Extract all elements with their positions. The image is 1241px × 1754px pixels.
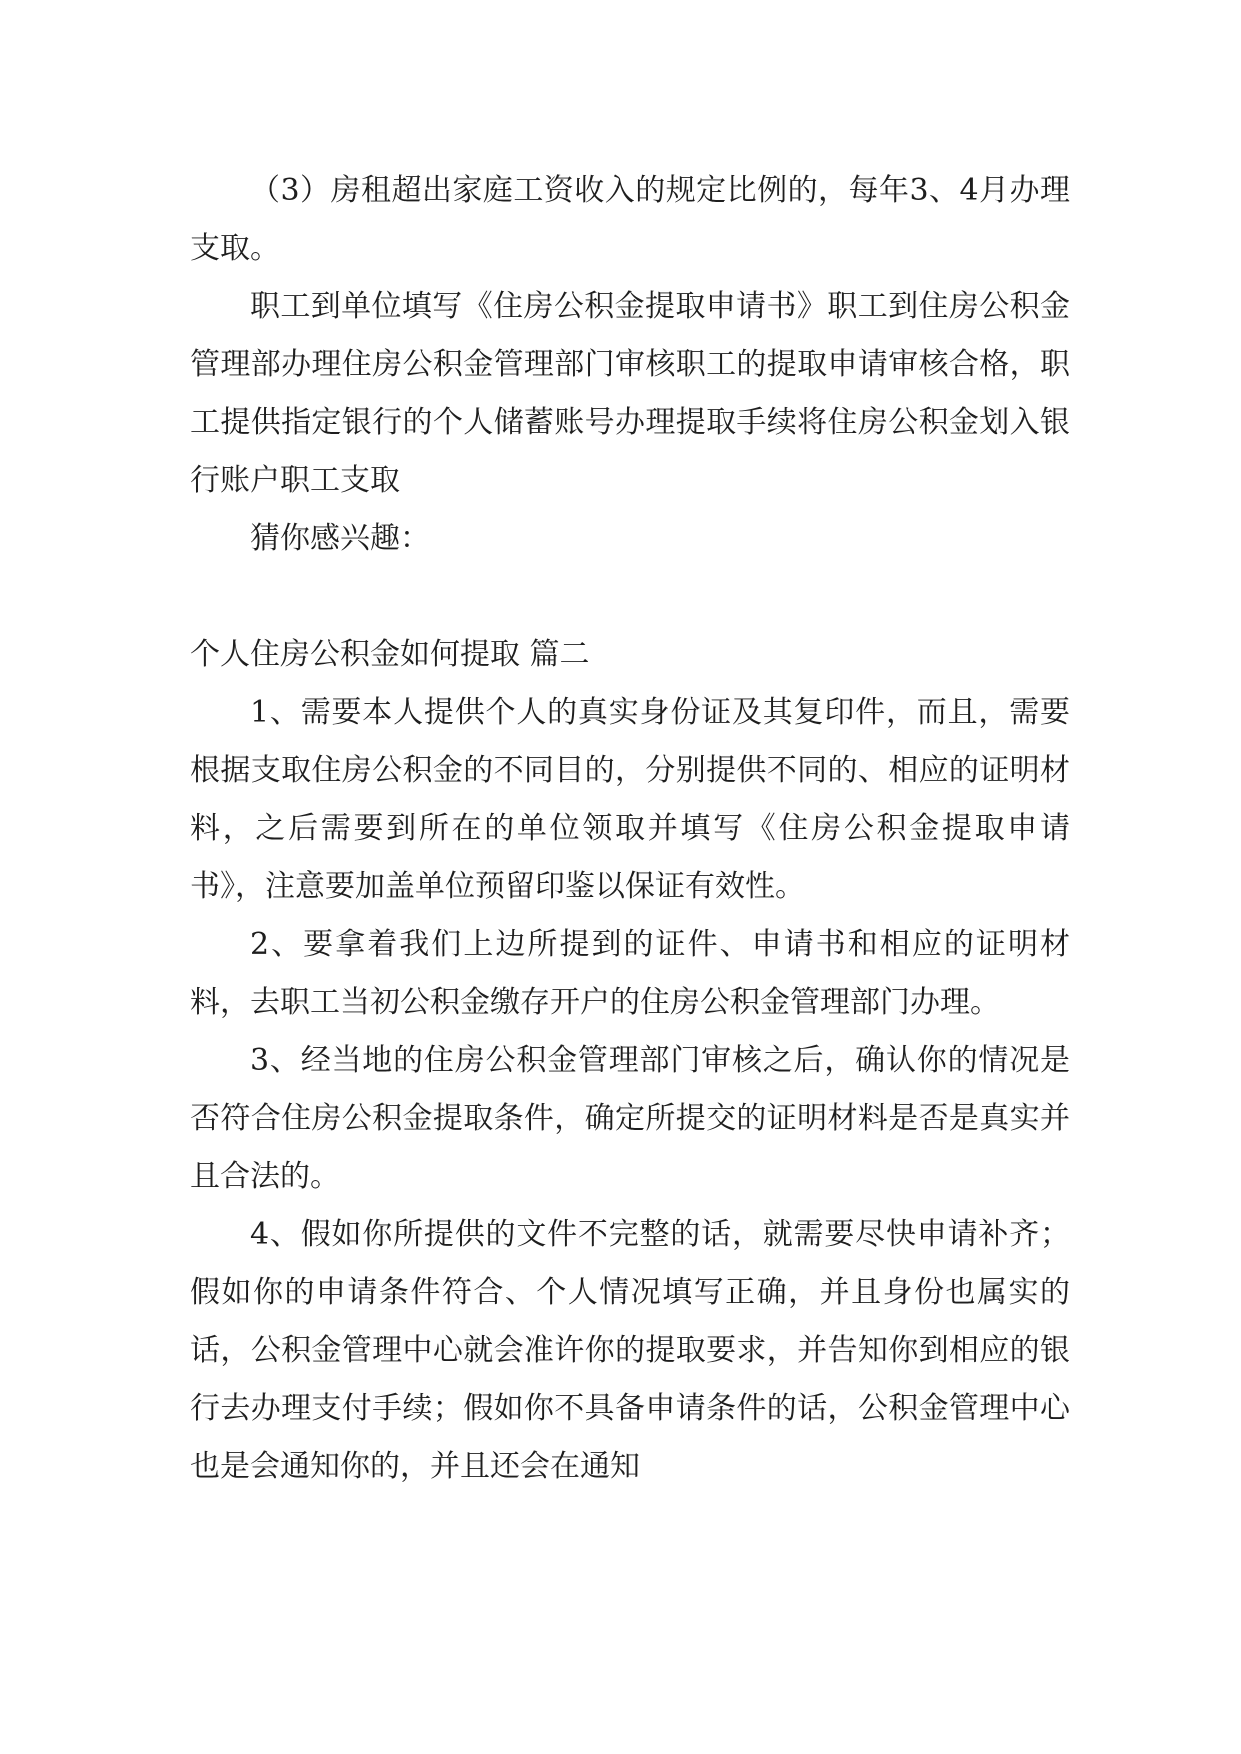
- document-body: [190, 162, 1070, 1496]
- paragraph-step-4: 4、假如你所提供的文件不完整的话，就需要尽快申请补齐；假如你的申请条件符合、个人情况填写正确，并且身份也属实的话，公积金管理中心就会准许你的提取要求，并告知你到相应的银行去办理支付手续；假如你不具备申请条件的话，公积金管理中心也是会通知你的，并且还会在通知: [190, 1217, 1070, 1484]
- section-spacer: [190, 568, 1070, 626]
- section-title: 个人住房公积金如何提取 篇二: [190, 637, 590, 672]
- paragraph-step-2: 2、要拿着我们上边所提到的证件、申请书和相应的证明材料，去职工当初公积金缴存开户的住房公积金管理部门办理。: [190, 927, 1070, 1020]
- paragraph-rent-withdrawal: （3）房租超出家庭工资收入的规定比例的，每年3、4月办理支取。: [190, 173, 1070, 266]
- paragraph-step-1: 1、需要本人提供个人的真实身份证及其复印件，而且，需要根据支取住房公积金的不同目的，分别提供不同的、相应的证明材料，之后需要到所在的单位领取并填写《住房公积金提取申请书》，注意要加盖单位预留印鉴以保证有效性。: [190, 695, 1070, 904]
- paragraph-step-3: 3、经当地的住房公积金管理部门审核之后，确认你的情况是否符合住房公积金提取条件，确定所提交的证明材料是否是真实并且合法的。: [190, 1043, 1070, 1194]
- paragraph-withdrawal-process: 职工到单位填写《住房公积金提取申请书》职工到住房公积金管理部办理住房公积金管理部门审核职工的提取申请审核合格，职工提供指定银行的个人储蓄账号办理提取手续将住房公积金划入银行账户职工支取: [190, 289, 1070, 498]
- paragraph-related-interest: 猜你感兴趣：: [250, 521, 430, 556]
